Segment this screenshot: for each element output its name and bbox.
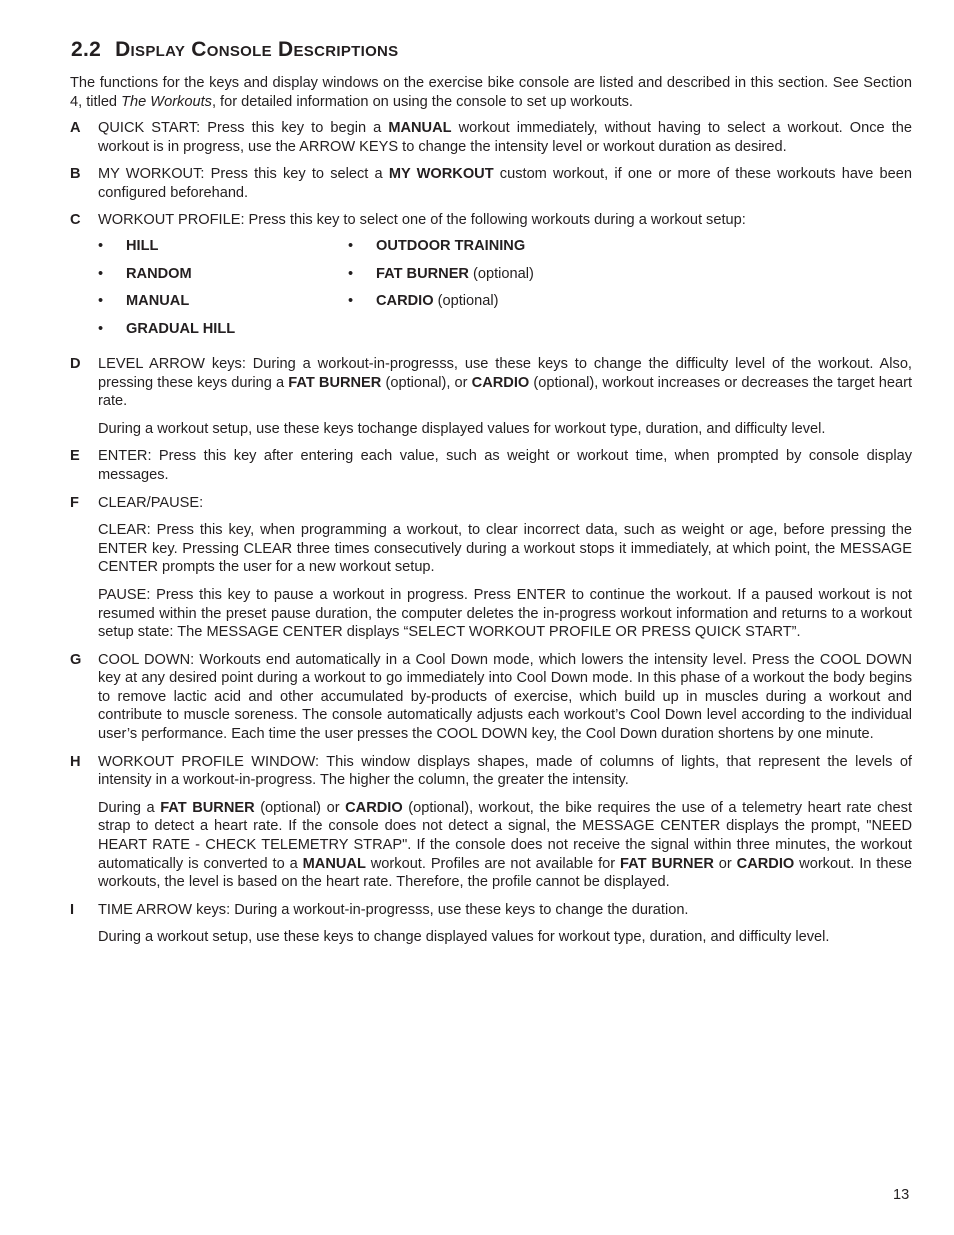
item-paragraph (98, 928, 912, 947)
item-paragraph (98, 447, 912, 484)
text-run: LEVEL ARROW keys: During a workout-in-progresss, use these keys to change the difficulty level of the workout. Also, pressing these keys during a (98, 355, 912, 391)
bullet-icon: • (98, 320, 104, 337)
workout-list-column-right (348, 237, 748, 320)
item-paragraph (98, 420, 912, 439)
item-paragraph (98, 521, 912, 577)
bullet-icon: • (98, 237, 104, 254)
text-run: The functions for the keys and display windows on the exercise bike console are listed and described in this section. See Section 4, titled (70, 75, 912, 110)
text-run: COOL DOWN: Workouts end automatically in a Cool Down mode, which lowers the intensity level. Press the COOL DOWN key at any desired point during a workout to go immediately into Cool Down mode. In this phase of a workout the body begins to remove lactic acid and other accumulated by-products of exercise, which build up in muscles during a workout and contribute to muscle soreness. The console automatically adjusts each workout’s Cool Down level according to the individual user’s performance. Each time the user presses the COOL DOWN key, the Cool Down duration shortens by one minute. (98, 651, 912, 743)
bold-text: MANUAL (388, 120, 452, 136)
workout-list-item (98, 237, 348, 265)
bold-text: CARDIO (736, 855, 795, 872)
text-run: During a workout setup, use these keys tochange displayed values for workout type, duration, and difficulty level. (98, 420, 826, 437)
item-h (70, 753, 912, 892)
text-run: (optional), workout increases or decreases the target heart rate. (98, 374, 913, 410)
intro-paragraph (70, 74, 912, 111)
item-letter: E (70, 448, 80, 465)
bullet-icon: • (98, 293, 104, 310)
item-i (70, 901, 912, 947)
bold-text: FAT BURNER (288, 374, 382, 391)
workout-list (98, 237, 912, 346)
section-title: Display Console Descriptions (115, 38, 399, 61)
workout-list-item (348, 265, 748, 293)
workout-name: HILL (126, 237, 159, 254)
bullet-icon: • (98, 265, 104, 282)
bold-text: MANUAL (302, 855, 366, 872)
workout-list-item (98, 320, 348, 348)
text-run: (optional), or (381, 374, 472, 391)
item-e (70, 447, 912, 484)
item-paragraph (98, 355, 912, 411)
workout-name: CARDIO (376, 293, 434, 310)
text-run: WORKOUT PROFILE: Press this key to select one of the following workouts during a workout setup: (98, 212, 746, 229)
item-f (70, 494, 912, 642)
item-paragraph (98, 211, 912, 230)
item-paragraph (98, 494, 912, 513)
item-letter: A (70, 120, 81, 136)
item-b (70, 165, 912, 202)
text-run: custom workout, if one or more of these workouts have been configured beforehand. (98, 166, 912, 201)
bullet-icon: • (348, 265, 354, 282)
text-run: TIME ARROW keys: During a workout-in-progresss, use these keys to change the duration. (98, 901, 689, 918)
item-paragraph (98, 119, 912, 156)
workout-name: RANDOM (126, 265, 192, 282)
text-run: CLEAR: Press this key, when programming a workout, to clear incorrect data, such as weight or age, before pressing the ENTER key. Pressing CLEAR three times consecutively during a workout stops it immediately, at which point, the MESSAGE CENTER prompts the user for a new workout setup. (98, 522, 912, 576)
item-paragraph (98, 799, 912, 892)
bold-text: FAT BURNER (160, 799, 255, 816)
item-a (70, 119, 912, 156)
workout-list-item (348, 237, 748, 265)
item-letter: C (70, 212, 81, 229)
bullet-icon: • (348, 237, 354, 254)
item-g (70, 651, 912, 744)
text-run: CLEAR/PAUSE: (98, 494, 204, 511)
item-paragraph (98, 586, 912, 642)
workout-note: (optional) (433, 293, 499, 310)
workout-list-item (348, 292, 748, 320)
text-run: ENTER: Press this key after entering each value, such as weight or workout time, when prompted by console display messages. (98, 448, 912, 483)
bold-text: FAT BURNER (620, 855, 714, 872)
text-run: (optional) or (254, 799, 346, 816)
workout-note: (optional) (468, 265, 534, 282)
section-heading (71, 38, 398, 62)
section-number: 2.2 (71, 38, 102, 61)
text-run: QUICK START: Press this key to begin a (98, 120, 389, 136)
italic-text: The Workouts (121, 93, 212, 110)
text-run: PAUSE: Press this key to pause a workout in progress. Press ENTER to continue the workout. If a paused workout is not resumed within the preset pause duration, the computer deletes the in-progress workout information and returns to a workout setup state: The MESSAGE CENTER displays “SELECT WORKOUT PROFILE OR PRESS QUICK START”. (98, 586, 912, 641)
item-c (70, 211, 912, 346)
text-run: During a (98, 799, 161, 816)
workout-list-item (98, 265, 348, 293)
item-letter: H (70, 753, 81, 770)
page-number: 13 (893, 1187, 910, 1203)
workout-list-column-left (98, 237, 348, 347)
item-letter: B (70, 166, 81, 183)
workout-list-item (98, 292, 348, 320)
text-run: (optional), workout, the bike requires the use of a telemetry heart rate chest strap to detect a heart rate. If the console does not detect a signal, the MESSAGE CENTER displays the prompt, "NEED HEART RATE - CHECK TELEMETRY STRAP". If the console does not receive the signal within three minutes, the workout automatically is converted to a (98, 799, 913, 872)
item-paragraph (98, 651, 912, 744)
text-run: workout. Profiles are not available for (365, 855, 621, 872)
text-run: or (713, 855, 737, 872)
item-paragraph (98, 753, 912, 790)
text-run: WORKOUT PROFILE WINDOW: This window displays shapes, made of columns of lights, that represent the levels of intensity in a workout-in-progress. The higher the column, the greater the intensity. (98, 753, 912, 789)
item-letter: F (70, 494, 79, 511)
bold-text: CARDIO (345, 799, 403, 816)
text-run: MY WORKOUT: Press this key to select a (98, 166, 389, 183)
bullet-icon: • (348, 293, 354, 310)
text-run: workout immediately, without having to select a workout. Once the workout is in progress, use the ARROW KEYS to change the intensity level or workout duration as desired. (98, 120, 912, 155)
text-run: , for detailed information on using the console to set up workouts. (211, 93, 633, 110)
bold-text: CARDIO (471, 374, 530, 391)
key-description-list (70, 119, 912, 956)
text-run: workout. In these workouts, the level is based on the heart rate. Therefore, the profile cannot be displayed. (98, 855, 912, 891)
item-paragraph (98, 165, 912, 202)
bold-text: MY WORKOUT (388, 166, 494, 183)
text-run: During a workout setup, use these keys to change displayed values for workout type, duration, and difficulty level. (98, 929, 830, 946)
item-letter: G (70, 651, 82, 668)
workout-name: OUTDOOR TRAINING (376, 237, 526, 254)
workout-name: GRADUAL HILL (126, 320, 236, 337)
item-d (70, 355, 912, 438)
item-letter: I (70, 901, 75, 918)
workout-name: MANUAL (126, 293, 190, 310)
item-paragraph (98, 901, 912, 920)
item-letter: D (70, 355, 81, 372)
workout-name: FAT BURNER (376, 265, 469, 282)
